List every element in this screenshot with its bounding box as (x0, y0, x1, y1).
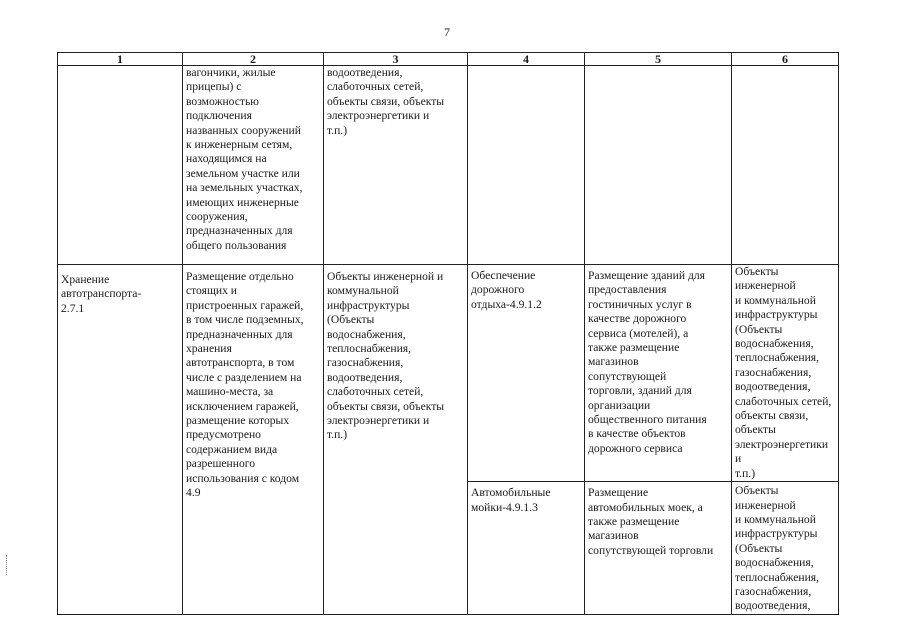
row1-col2-cell (183, 66, 324, 265)
row2a-col6-text: Объекты инженерной и коммунальной инфраструктуры (Объекты водоснабжения, теплоснабжения, газоснабжения, водоотведения, слаботочных сетей, объекты связи, объекты электроэнергетики и т.п.) (735, 265, 832, 480)
row1-col2-text: вагончики, жилые прицепы) с возможностью подключения названных сооружений к инженерным сетям, находящимся на земельном участке или на земельных участках, имеющих инженерные сооружения, предназначенных для общего пользования (186, 66, 303, 252)
scan-artifact (6, 555, 10, 575)
row2b-col6-cell (732, 482, 839, 615)
row2-col3-text: Объекты инженерной и коммунальной инфраструктуры (Объекты водоснабжения, теплоснабжения, газоснабжения, водоотведения, слаботочных сетей, объекты связи, объекты электроэнергетики и т.п.) (327, 270, 445, 442)
row2a-col5-text: Размещение зданий для предоставления гостиничных услуг в качестве дорожного сервиса (мотелей), а также размещение магазинов сопутствующей торговли, зданий для организации общественного питания в качестве объектов дорожного сервиса (588, 269, 707, 455)
row2b-col5-cell (585, 482, 732, 615)
table-row (58, 265, 839, 482)
header-row (58, 53, 839, 66)
row1-col6-cell (732, 66, 839, 265)
row2b-col4-cell (468, 482, 585, 615)
row2b-col5-text: Размещение автомобильных моек, а также размещение магазинов сопутствующей торговли (588, 486, 714, 557)
row2b-col6-text: Объекты инженерной и коммунальной инфраструктуры (Объекты водоснабжения, теплоснабжения, газоснабжения, водоотведения, (735, 484, 820, 613)
header-col-6: 6 (732, 53, 839, 66)
row1-col3-cell (324, 66, 468, 265)
land-use-table (57, 52, 839, 615)
row2-col1-text: Хранение автотранспорта- 2.7.1 (61, 273, 142, 315)
row1-col3-text: водоотведения, слаботочных сетей, объекты связи, объекты электроэнергетики и т.п.) (327, 66, 445, 137)
row2a-col4-text: Обеспечение дорожного отдыха-4.9.1.2 (471, 269, 542, 311)
header-col-5: 5 (585, 53, 732, 66)
row1-col5-cell (585, 66, 732, 265)
page-number: 7 (444, 25, 450, 39)
row1-col4-cell (468, 66, 585, 265)
row2-col1-cell (58, 265, 183, 615)
header-col-2: 2 (183, 53, 324, 66)
row2-col2-text: Размещение отдельно стоящих и пристроенных гаражей, в том числе подземных, предназначенных для хранения автотранспорта, в том числе с разделением на машино-места, за исключением гаражей, размещение которых предусмотрено содержанием вида разрешенного использования с кодом 4.9 (186, 270, 304, 500)
header-col-4: 4 (468, 53, 585, 66)
row2a-col6-cell (732, 265, 839, 482)
row2a-col4-cell (468, 265, 585, 482)
header-col-3: 3 (324, 53, 468, 66)
row2-col3-cell (324, 265, 468, 615)
row1-col1-cell (58, 66, 183, 265)
row2a-col5-cell (585, 265, 732, 482)
row2b-col4-text: Автомобильные мойки-4.9.1.3 (471, 486, 551, 514)
row2-col2-cell (183, 265, 324, 615)
table-row (58, 66, 839, 265)
header-col-1: 1 (58, 53, 183, 66)
